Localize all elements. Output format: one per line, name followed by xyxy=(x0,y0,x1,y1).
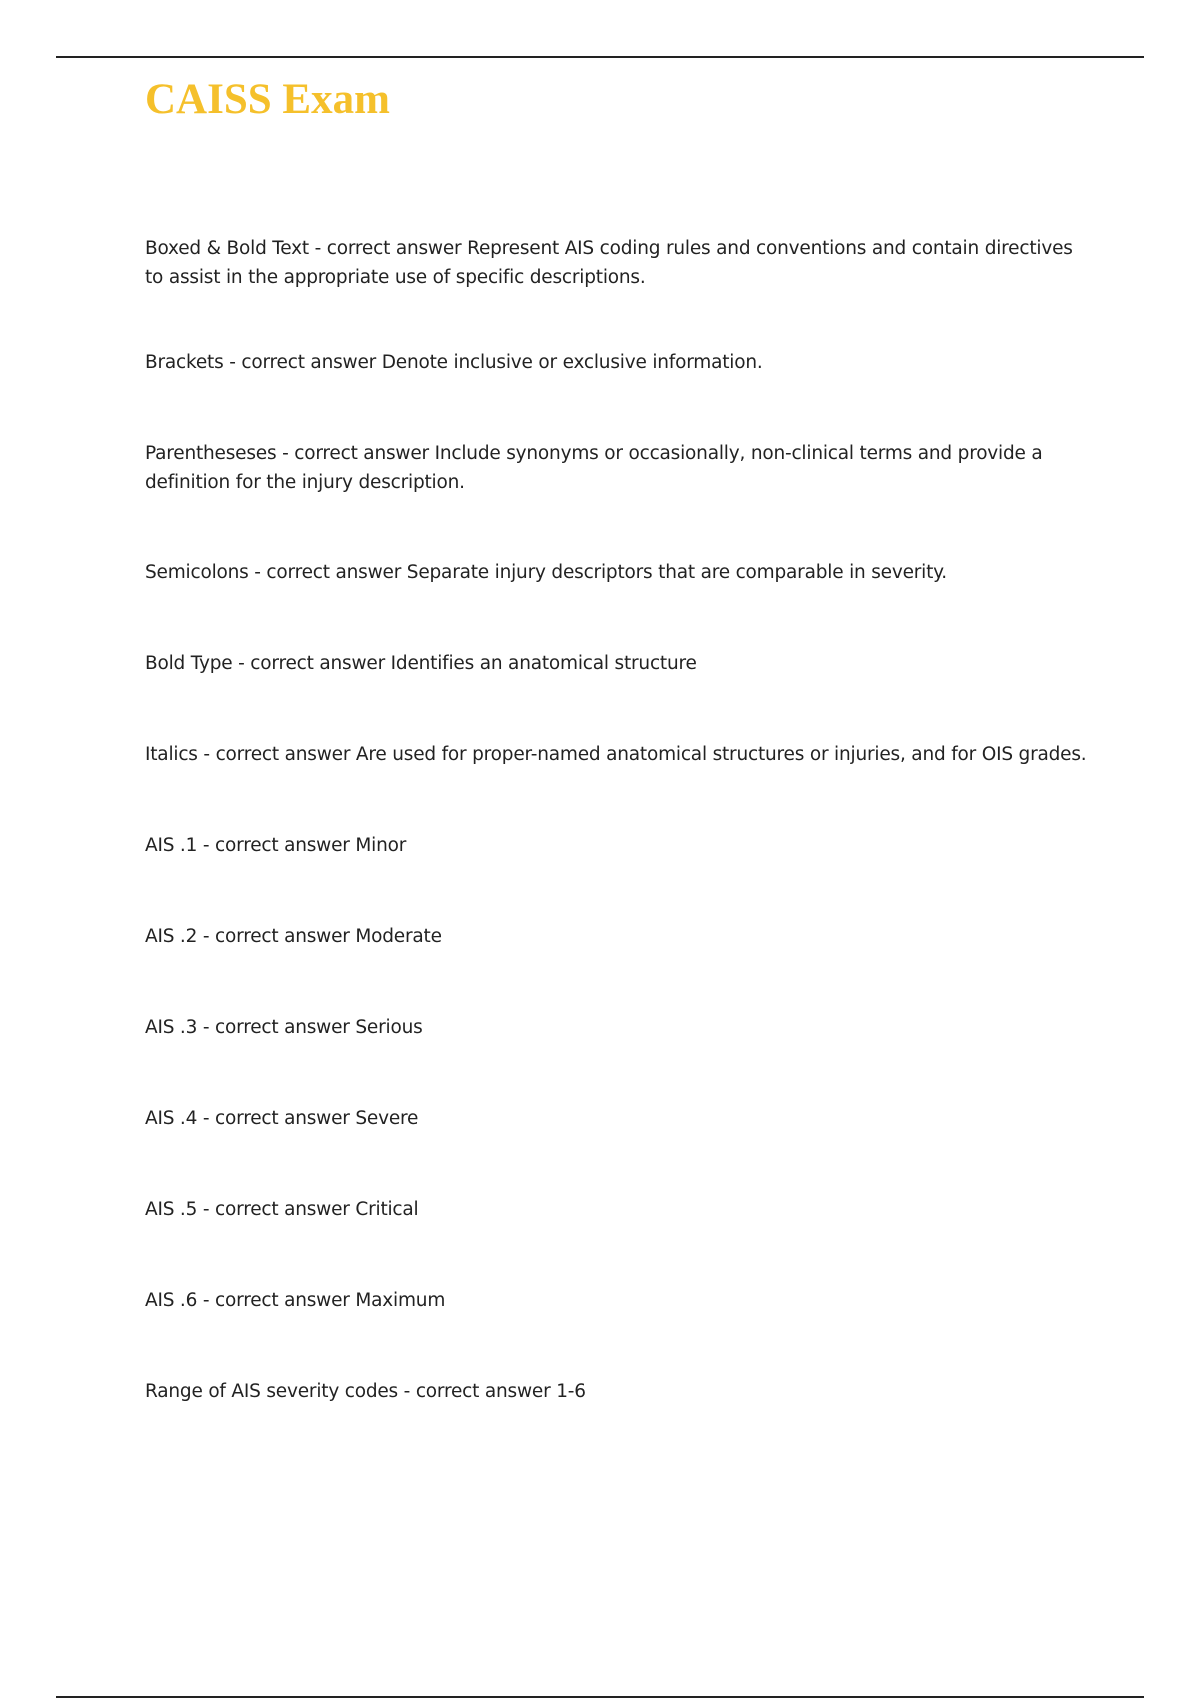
top-rule xyxy=(56,56,1144,58)
qa-item-range-ais-severity: Range of AIS severity codes - correct answer 1-6 xyxy=(145,1381,586,1402)
page-title: CAISS Exam xyxy=(145,76,390,123)
qa-item-boxed-bold-text: Boxed & Bold Text - correct answer Represent AIS coding rules and conventions and contain directives to assist in the appropriate use of specific descriptions. xyxy=(145,238,1073,288)
bottom-rule xyxy=(56,1696,1144,1698)
qa-item-parentheseses: Parentheseses - correct answer Include synonyms or occasionally, non-clinical terms and provide a definition for the injury description. xyxy=(145,443,1043,493)
qa-item-ais-3: AIS .3 - correct answer Serious xyxy=(145,1017,423,1038)
qa-item-bold-type: Bold Type - correct answer Identifies an anatomical structure xyxy=(145,653,697,674)
qa-item-ais-1: AIS .1 - correct answer Minor xyxy=(145,835,407,856)
qa-item-ais-6: AIS .6 - correct answer Maximum xyxy=(145,1290,446,1311)
qa-item-semicolons: Semicolons - correct answer Separate injury descriptors that are comparable in severity. xyxy=(145,562,947,583)
qa-item-brackets: Brackets - correct answer Denote inclusive or exclusive information. xyxy=(145,352,763,373)
qa-item-ais-4: AIS .4 - correct answer Severe xyxy=(145,1108,419,1129)
qa-item-ais-5: AIS .5 - correct answer Critical xyxy=(145,1199,419,1220)
qa-item-ais-2: AIS .2 - correct answer Moderate xyxy=(145,926,442,947)
qa-item-italics: Italics - correct answer Are used for proper-named anatomical structures or injuries, and for OIS grades. xyxy=(145,744,1087,765)
